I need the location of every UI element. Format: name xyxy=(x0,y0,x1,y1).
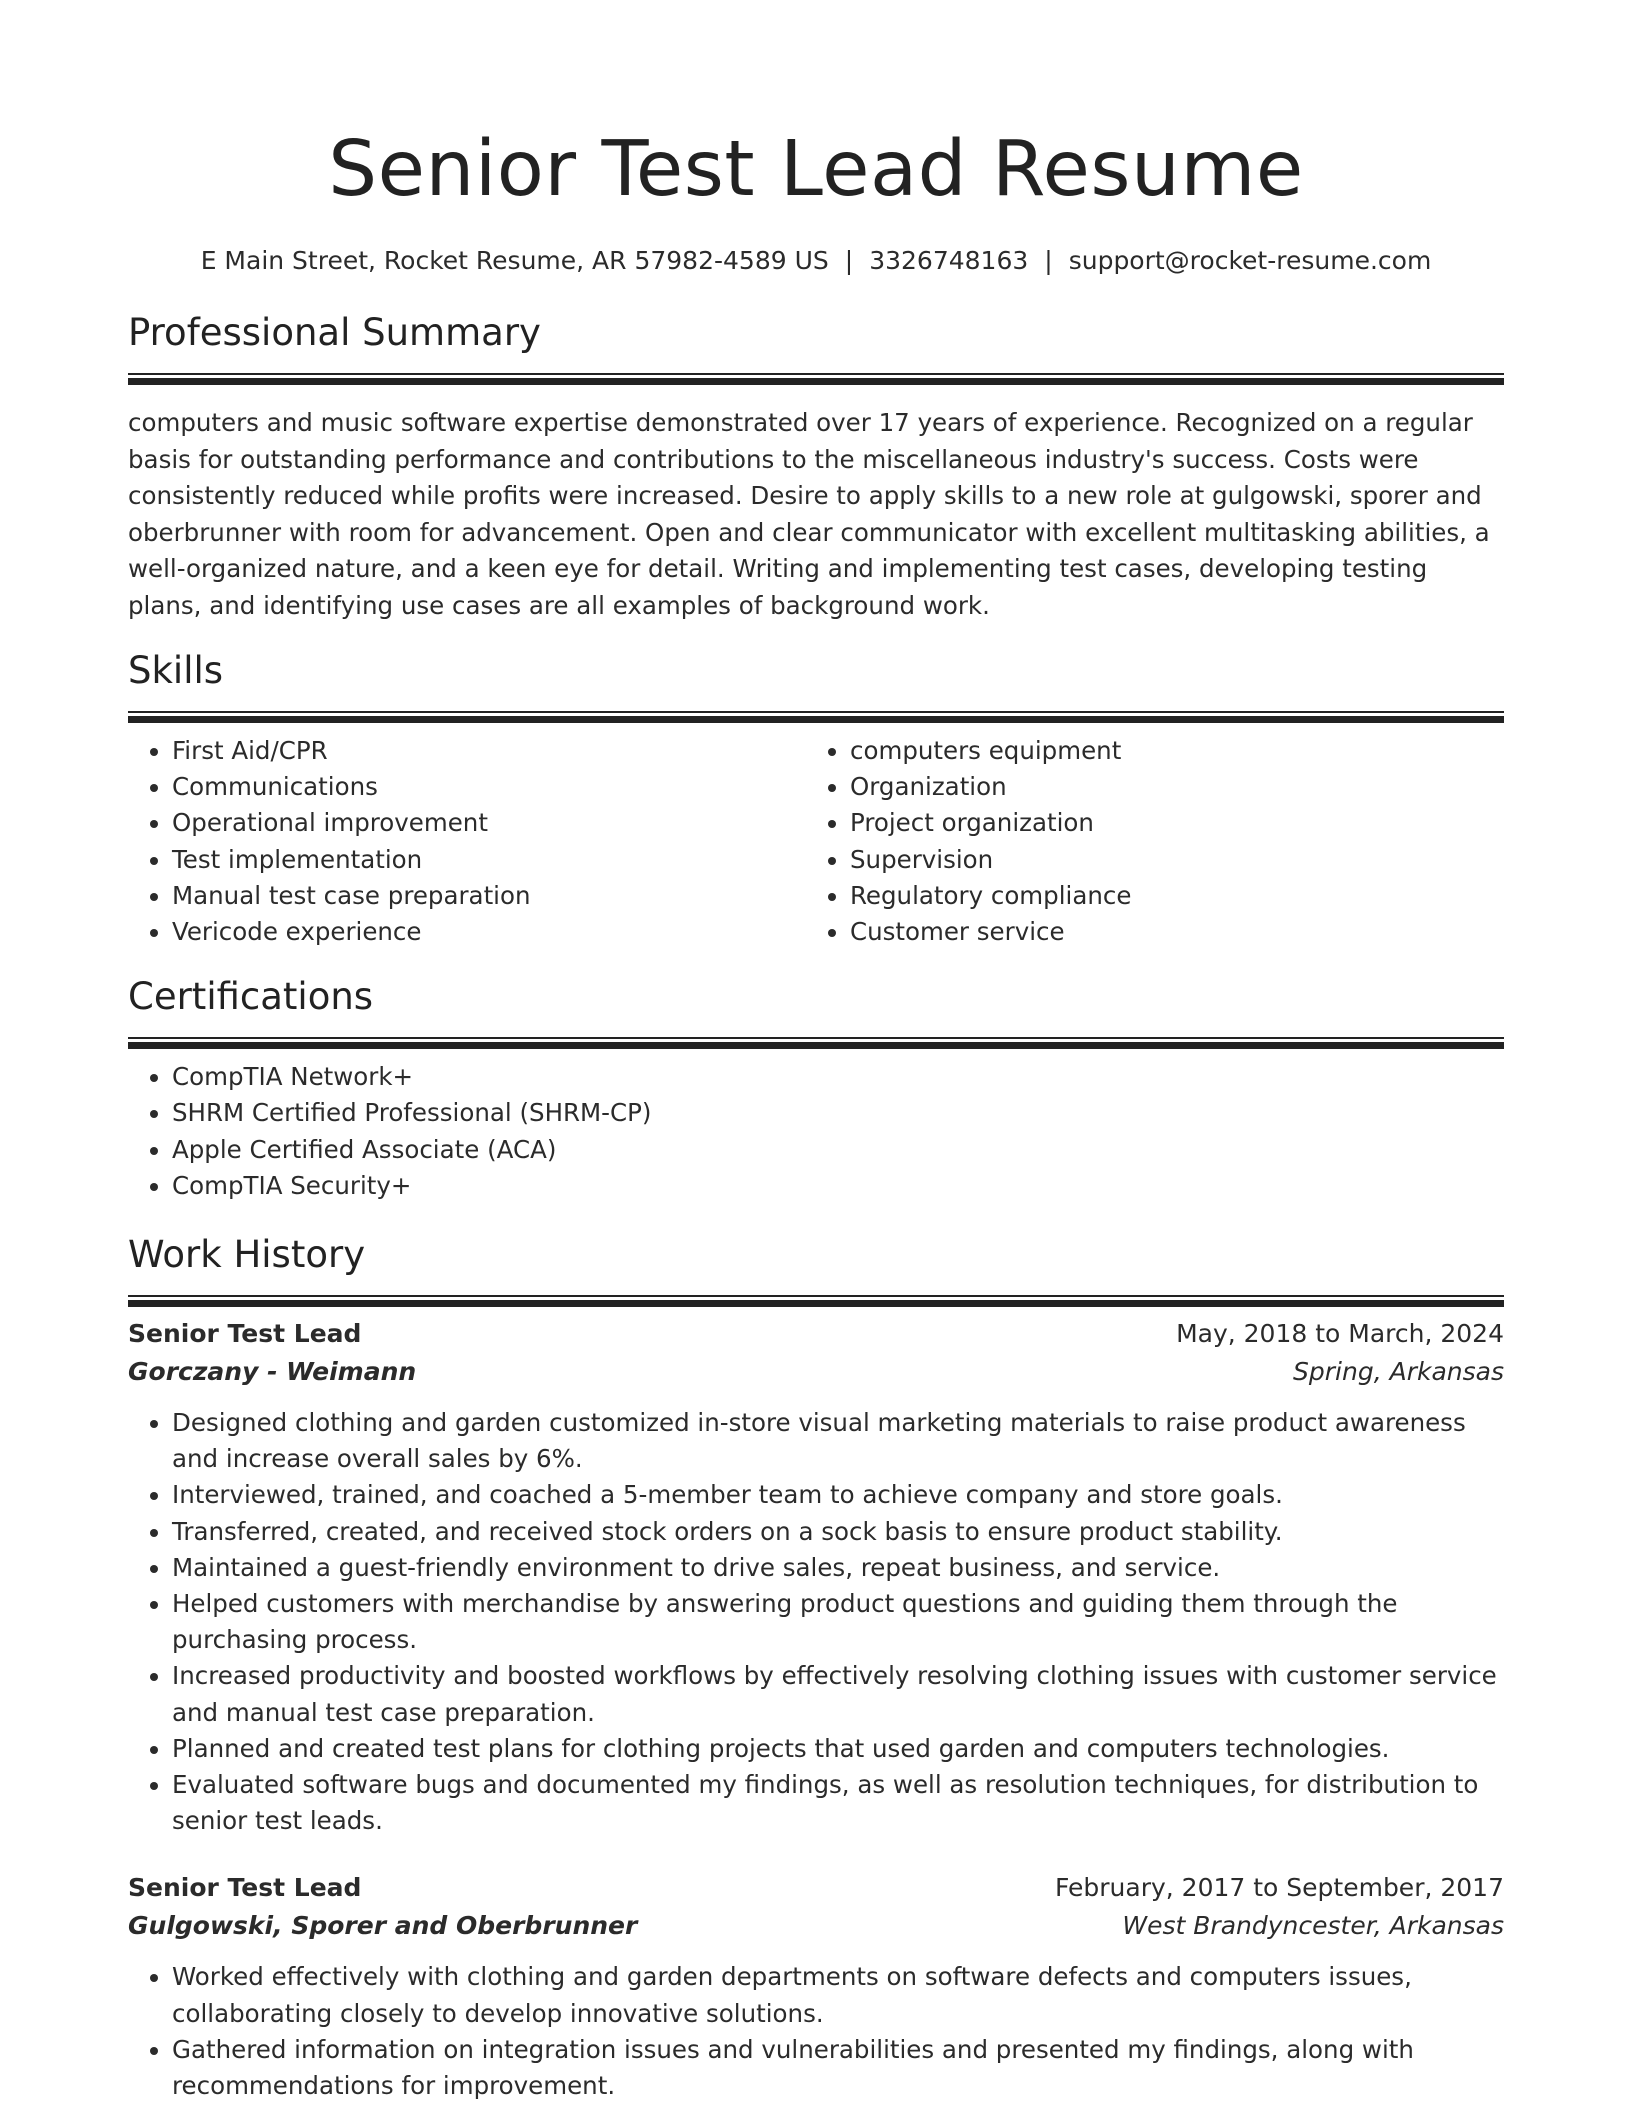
job-header xyxy=(128,1315,1504,1353)
job-dates: February, 2017 to September, 2017 xyxy=(1055,1873,1504,1903)
job-bullet: • Evaluated software bugs and documented my findings, as well as resolution techniques, for distribution to senior test leads. xyxy=(172,1767,1504,1839)
certification-item: • CompTIA Security+ xyxy=(172,1168,1504,1204)
summary-section xyxy=(128,308,1504,624)
section-divider xyxy=(128,1295,1504,1297)
certification-item: • SHRM Certified Professional (SHRM-CP) xyxy=(172,1095,1504,1131)
job-bullet: • Maintained a guest-friendly environment to drive sales, repeat business, and service. xyxy=(172,1550,1504,1586)
section-divider xyxy=(128,1037,1504,1039)
skill-item: • Project organization xyxy=(850,805,1484,841)
job-dates: May, 2018 to March, 2024 xyxy=(1176,1319,1504,1349)
skill-item: • First Aid/CPR xyxy=(172,733,806,769)
summary-text: computers and music software expertise demonstrated over 17 years of experience. Recognized on a regular basis for outstanding performance and contributions to the miscellaneous industry's success. Costs were consistently reduced while profits were increased. Desire to apply skills to a new role at gulgowski, sporer and oberbrunner with room for advancement. Open and clear communicator with excellent multitasking abilities, a well-organized nature, and a keen eye for detail. Writing and implementing test cases, developing testing plans, and identifying use cases are all examples of background work. xyxy=(128,408,1490,620)
job-bullet: • Increased productivity and boosted workflows by effectively resolving clothing issues with customer service and manual test case preparation. xyxy=(172,1658,1504,1730)
certifications-section xyxy=(128,972,1504,1204)
skill-item: • Vericode experience xyxy=(172,914,806,950)
skill-item: • Organization xyxy=(850,769,1484,805)
address: E Main Street, Rocket Resume, AR 57982-4589 US xyxy=(200,246,829,275)
skills-list-right xyxy=(806,733,1484,950)
skills-section xyxy=(128,646,1504,950)
skills-column-right xyxy=(806,733,1484,950)
contact-separator: | xyxy=(1044,246,1053,275)
certification-item: • Apple Certified Associate (ACA) xyxy=(172,1132,1504,1168)
work-history-section xyxy=(128,1230,1504,2104)
resume-page xyxy=(128,0,1504,2104)
job-bullet: • Interviewed, trained, and coached a 5-member team to achieve company and store goals. xyxy=(172,1477,1504,1513)
job-bullet: • Gathered information on integration issues and vulnerabilities and presented my findings, along with recommendations for improvement. xyxy=(172,2032,1504,2104)
job-entry xyxy=(128,1869,1504,2104)
job-bullet: • Worked effectively with clothing and garden departments on software defects and computers issues, collaborating closely to develop innovative solutions. xyxy=(172,1959,1504,2031)
job-entry xyxy=(128,1315,1504,1839)
skill-item: • Operational improvement xyxy=(172,805,806,841)
job-bullet: • Planned and created test plans for clothing projects that used garden and computers technologies. xyxy=(172,1731,1504,1767)
section-heading-work-history: Work History xyxy=(128,1233,366,1277)
job-bullets xyxy=(128,1945,1504,2104)
job-location: West Brandyncester, Arkansas xyxy=(1122,1911,1504,1941)
section-divider xyxy=(128,373,1504,375)
job-bullet: • Helped customers with merchandise by answering product questions and guiding them through the purchasing process. xyxy=(172,1586,1504,1658)
skills-columns xyxy=(128,713,1504,950)
section-heading-certifications: Certifications xyxy=(128,975,374,1019)
email-link[interactable]: support@rocket-resume.com xyxy=(1068,246,1432,275)
certification-item: • CompTIA Network+ xyxy=(172,1059,1504,1095)
skill-item: • Manual test case preparation xyxy=(172,878,806,914)
phone: 3326748163 xyxy=(869,246,1029,275)
section-heading-summary: Professional Summary xyxy=(128,311,541,354)
job-subheader xyxy=(128,1353,1504,1391)
job-bullet: • Designed clothing and garden customized in-store visual marketing materials to raise product awareness and increase overall sales by 6%. xyxy=(172,1405,1504,1477)
skills-column-left xyxy=(128,733,806,950)
job-header xyxy=(128,1869,1504,1907)
skill-item: • Test implementation xyxy=(172,842,806,878)
skill-item: • Supervision xyxy=(850,842,1484,878)
job-company: Gorczany - Weimann xyxy=(128,1357,417,1387)
resume-title: Senior Test Lead Resume xyxy=(328,125,1304,214)
job-title: Senior Test Lead xyxy=(128,1873,362,1903)
job-subheader xyxy=(128,1907,1504,1945)
skill-item: • Communications xyxy=(172,769,806,805)
skill-item: • computers equipment xyxy=(850,733,1484,769)
skill-item: • Regulatory compliance xyxy=(850,878,1484,914)
skills-list-left xyxy=(128,733,806,950)
contact-line xyxy=(128,244,1504,278)
contact-separator: | xyxy=(844,246,854,275)
section-heading-skills: Skills xyxy=(128,649,224,692)
certifications-list xyxy=(128,1039,1504,1204)
job-location: Spring, Arkansas xyxy=(1293,1357,1504,1387)
job-bullet: • Transferred, created, and received stock orders on a sock basis to ensure product stability. xyxy=(172,1514,1504,1550)
job-company: Gulgowski, Sporer and Oberbrunner xyxy=(128,1911,638,1941)
job-bullets xyxy=(128,1391,1504,1839)
job-title: Senior Test Lead xyxy=(128,1319,362,1349)
section-divider xyxy=(128,711,1504,713)
skill-item: • Customer service xyxy=(850,914,1484,950)
